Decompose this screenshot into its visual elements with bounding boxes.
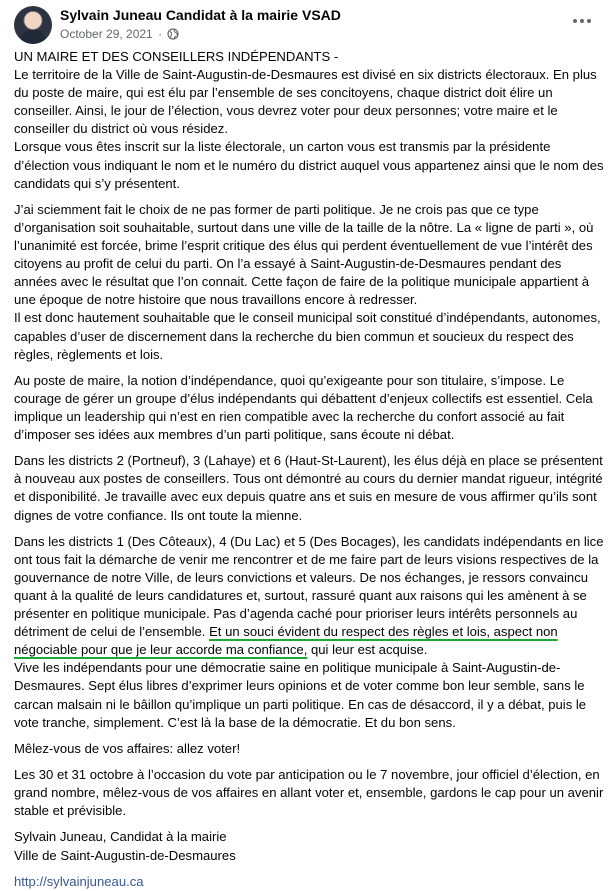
- signature: [14, 828, 604, 864]
- paragraph-4: Dans les districts 2 (Portneuf), 3 (Lahaye) et 6 (Haut-St-Laurent), les élus déjà en place se présentent à nouveau aux postes de conseillers. Tous ont démontré au cours du dernier mandat rigueur, intégrité et disponibilité. Je travaille avec eux depuis quatre ans et suis en mesure de vous affirmer qu’ils sont dignes de votre confiance. Ils ont toute la mienne.: [14, 453, 603, 523]
- text-line: Le territoire de la Ville de Saint-Augustin-de-Desmaures est divisé en six districts électoraux. En plus du poste de maire, qui est élu par l’ensemble de ses concitoyens, chaque district doit élire un conseiller. Ainsi, le jour de l’élection, vous devrez voter pour deux personnes; votre maire et le conseiller du district où vous résidez.: [14, 67, 597, 137]
- link-paragraph: [14, 873, 604, 891]
- paragraph-1: [14, 48, 604, 193]
- text-line: Lorsque vous êtes inscrit sur la liste électorale, un carton vous est transmis par la présidente d’élection vous indiquant le nom et le numéro du district auquel vous appartenez ainsi que le nom des candidats qui s’y présentent.: [14, 139, 604, 191]
- highlighted-text: Et un souci évident du respect des règles et lois, aspect non négociable pour que je leur accorde ma confiance,: [14, 624, 558, 658]
- paragraph-3: Au poste de maire, la notion d’indépendance, quoi qu’exigeante pour son titulaire, s’impose. Le courage de gérer un groupe d’élus indépendants qui débattent d’enjeux collectifs est essentiel. Cela implique un leadership qui n’est en rien compatible avec la recherche du confort associé au fait d’imposer ses idées aux membres d’un parti politique, sans écoute ni débat.: [14, 372, 593, 443]
- text-run: Dans les districts 1 (Des Côteaux), 4 (Du Lac) et 5 (Des Bocages), les candidats indépendants en lice ont tous fait la démarche de venir me rencontrer et de me faire part de leurs visions respectives de la gouvernance de notre Ville, de leurs convictions et valeurs. De nos échanges, je ressors convaincu quant à la qualité de leurs candidatures et, surtout, rassuré quant aux raisons qui les amènent à se présenter en politique municipale. Pas d’agenda caché pour prioriser leurs intérêts personnels au détriment de celui de l’ensemble.: [14, 533, 604, 640]
- heading-line: UN MAIRE ET DES CONSEILLERS INDÉPENDANTS -: [14, 49, 339, 64]
- post-meta: [60, 27, 179, 43]
- signature-city: Ville de Saint-Augustin-de-Desmaures: [14, 847, 236, 863]
- website-link[interactable]: http://sylvainjuneau.ca: [14, 873, 144, 889]
- paragraph-7: Les 30 et 31 octobre à l’occasion du vote par anticipation ou le 7 novembre, jour officiel d’élection, en grand nombre, mêlez-vous de vos affaires en allant voter et, ensemble, gardons le cap pour un avenir stable et prévisible.: [14, 767, 604, 819]
- more-options-icon[interactable]: [571, 12, 593, 30]
- text-run: qui leur est acquise.: [307, 642, 428, 658]
- text-line: Vive les indépendants pour une démocratie saine en politique municipale à Saint-Augustin-de-Desmaures. Sept élus libres d’exprimer leurs opinions et de voter comme bon leur semble, sans le carcan malsain ni le bâillon qu’implique un parti politique. En cas de désaccord, il y a débat, puis le vote tranche, simplement. C’est là la base de la démocratie. Et du bon sens.: [14, 660, 587, 730]
- meta-separator: ·: [158, 27, 163, 41]
- paragraph-6: Mêlez-vous de vos affaires: allez voter!: [14, 740, 241, 756]
- signature-name: Sylvain Juneau, Candidat à la mairie: [14, 829, 227, 845]
- post-body: [14, 48, 604, 891]
- paragraph-2: [14, 201, 604, 364]
- paragraph-5: [14, 533, 604, 732]
- text-line: J’ai sciemment fait le choix de ne pas former de parti politique. Je ne crois pas que ce type d’organisation soit souhaitable, surtout dans une ville de la taille de la nôtre. La « ligne de parti », où l’unanimité est forcée, brime l’esprit critique des élus qui perdent éventuellement de vue l’intérêt des citoyens au profit de celui du parti. On l’a essayé à Saint-Augustin-de-Desmaures pendant des années avec le résultat que l’on connait. Cette façon de faire de la politique municipale appartient à une époque de notre histoire que nous travaillons encore à redresser.: [14, 201, 594, 308]
- post-author[interactable]: Sylvain Juneau Candidat à la mairie VSAD: [60, 7, 341, 23]
- globe-icon[interactable]: [167, 28, 179, 43]
- avatar[interactable]: [14, 6, 52, 44]
- post-header: [14, 6, 603, 42]
- text-line: Il est donc hautement souhaitable que le conseil municipal soit constitué d’indépendants, autonomes, capables d’user de discernement dans la recherche du bien commun et soucieux du respect des règles, règlements et lois.: [14, 310, 601, 362]
- post-date[interactable]: October 29, 2021: [60, 27, 153, 41]
